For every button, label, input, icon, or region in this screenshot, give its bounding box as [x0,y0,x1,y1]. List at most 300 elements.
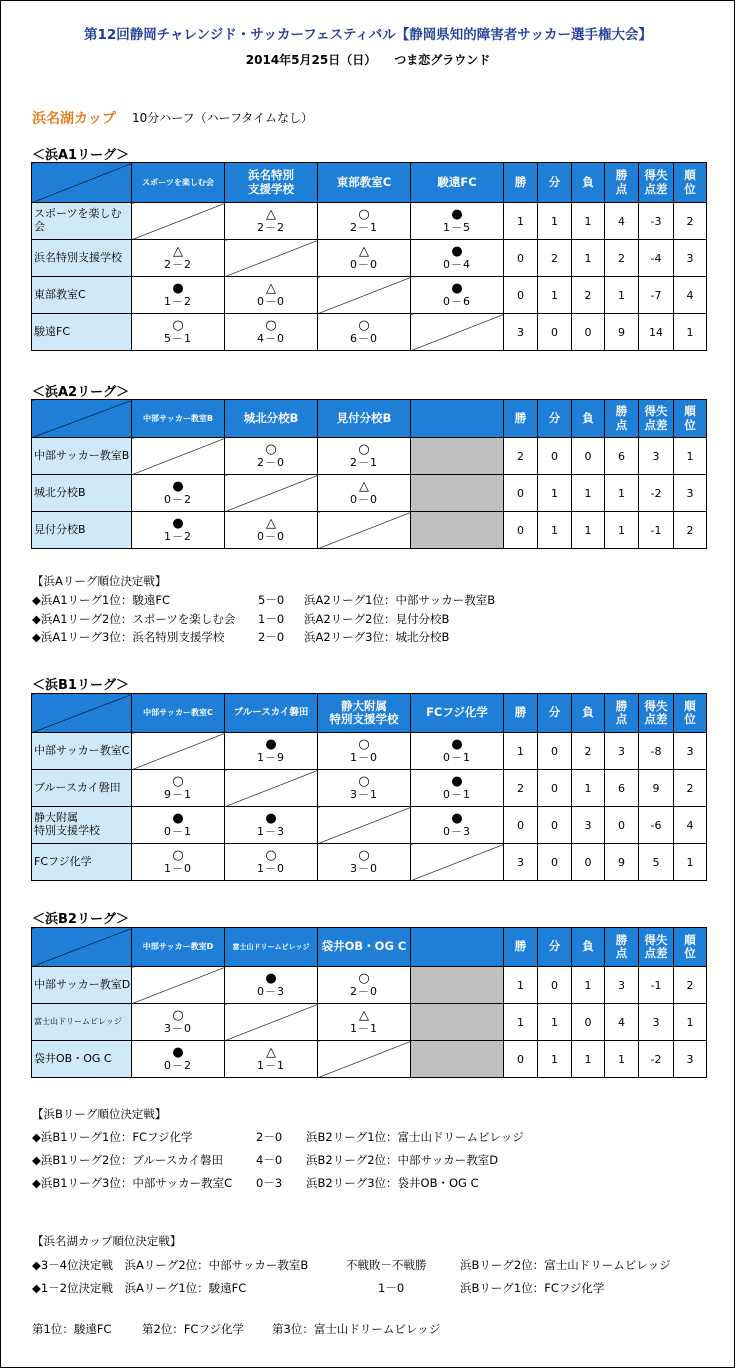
match-result-cell [132,475,225,512]
match-result-cell [132,240,225,277]
header-part: 得失 [644,404,668,419]
match-result-cell [225,314,318,351]
stat-goal-diff: 3 [639,1004,674,1041]
header-char: 点 [615,417,628,432]
result-mark: ● [265,811,277,826]
table-row [32,314,707,351]
header-part: 点差 [644,946,668,960]
match-score: 2－1 [350,221,378,234]
col-rank [674,400,707,438]
match-score: 0－1 [164,825,192,838]
playoff-score: 1－0 [258,612,285,626]
match-result-cell [318,770,411,807]
stat-goal-diff: 9 [639,770,674,807]
header-char: 順 [684,932,696,947]
stat-goal-diff: -2 [639,1041,674,1078]
playoff-left: ◆浜A1リーグ2位：スポーツを楽しむ会 [32,612,236,626]
result-mark: ○ [358,442,370,457]
playoff-left: ◆浜A1リーグ1位：駿遠FC [32,593,170,607]
empty-cell [411,512,504,549]
self-match-cell [318,807,411,844]
stat-points: 1 [605,1041,639,1078]
match-result-cell [225,967,318,1004]
result-mark: ○ [358,971,370,986]
playoff-left: ◆浜B1リーグ3位：中部サッカー教室C [32,1176,233,1190]
stat-draw: 0 [538,314,572,351]
stat-points: 4 [605,1004,639,1041]
match-result-cell [411,203,504,240]
match-score: 0－2 [164,493,192,506]
col-win: 勝 [504,694,538,733]
match-score: 0－2 [164,1059,192,1072]
row-team-name: 見付分校B [32,512,132,549]
self-match-cell [411,314,504,351]
stat-loss: 1 [572,203,605,240]
table-row [32,512,707,549]
header-char: 位 [684,712,696,726]
col-empty [411,928,504,967]
match-score: 0－1 [443,788,471,801]
result-mark: △ [266,207,276,222]
self-match-cell [411,844,504,881]
col-team: ブルースカイ磐田 [225,694,318,733]
match-score: 3－1 [350,788,378,801]
table-row [32,277,707,314]
stat-draw: 1 [538,277,572,314]
match-result-cell [132,1041,225,1078]
match-score: 5－1 [164,332,192,345]
result-mark: ● [451,207,463,222]
final-third: 第3位：富士山ドリームビレッジ [272,1322,441,1336]
league-title: ＜浜A2リーグ＞ [32,385,130,400]
stat-win: 0 [504,240,538,277]
table-row [32,475,707,512]
result-mark: ○ [358,318,370,333]
stat-goal-diff: -7 [639,277,674,314]
stat-points: 2 [605,240,639,277]
match-result-cell [411,277,504,314]
self-match-cell [132,438,225,475]
stat-rank: 3 [674,240,707,277]
empty-cell [411,967,504,1004]
match-result-cell [225,807,318,844]
table-row [32,967,707,1004]
match-result-cell [132,844,225,881]
result-mark: △ [266,516,276,531]
stat-rank: 1 [674,844,707,881]
league-rows [32,438,707,549]
match-score: 2－2 [257,221,285,234]
table-row [32,203,707,240]
league-title: ＜浜A1リーグ＞ [32,148,130,163]
row-team-name: 富士山ドリームビレッジ [32,1004,132,1041]
playoff-left: ◆1－2位決定戦 浜Aリーグ1位：駿遠FC [32,1281,247,1295]
stat-loss: 3 [572,807,605,844]
col-team-line: 支援学校 [248,181,294,196]
col-points [605,400,639,438]
playoff-left: ◆浜B1リーグ2位：ブルースカイ磐田 [32,1153,223,1167]
col-team: 東部教室C [318,163,411,203]
stat-rank: 3 [674,1041,707,1078]
league-rows [32,203,707,351]
header-char: 順 [684,698,696,713]
playoff-score: 1－0 [378,1281,405,1295]
stat-goal-diff: -1 [639,967,674,1004]
col-team: スポーツを楽しむ会 [132,163,225,203]
match-result-cell [225,277,318,314]
match-score: 2－1 [350,456,378,469]
league-title: ＜浜B2リーグ＞ [32,912,129,927]
stat-win: 0 [504,512,538,549]
header-char: 位 [684,181,696,196]
stat-loss: 0 [572,1004,605,1041]
stat-rank: 2 [674,512,707,549]
stat-points: 9 [605,314,639,351]
stat-points: 0 [605,807,639,844]
match-score: 0－0 [257,530,285,543]
corner-cell [32,928,132,967]
stat-loss: 1 [572,240,605,277]
result-mark: ○ [172,848,184,863]
match-result-cell [318,438,411,475]
result-mark: ○ [172,774,184,789]
playoff-score: 2－0 [258,630,285,644]
match-score: 1－2 [164,530,192,543]
final-first: 第1位：駿遠FC [32,1322,112,1336]
result-mark: ○ [265,848,277,863]
league-rows [32,967,707,1078]
league-table-a2 [31,399,707,549]
empty-cell [411,438,504,475]
result-mark: ○ [265,318,277,333]
match-score: 0－4 [443,258,471,271]
self-match-cell [225,475,318,512]
result-mark: ○ [358,774,370,789]
stat-rank: 1 [674,314,707,351]
stat-loss: 0 [572,844,605,881]
stat-draw: 0 [538,844,572,881]
match-result-cell [318,314,411,351]
match-result-cell [411,733,504,770]
row-team-name: 城北分校B [32,475,132,512]
playoff-right: 浜B2リーグ1位：富士山ドリームビレッジ [306,1130,524,1144]
stat-points: 1 [605,475,639,512]
header-part: 得失 [644,698,668,713]
match-score: 4－0 [257,332,285,345]
result-mark: △ [266,281,276,296]
match-result-cell [411,807,504,844]
header-char: 順 [684,168,696,183]
match-result-cell [411,770,504,807]
header-char: 位 [684,417,696,432]
match-score: 1－0 [257,862,285,875]
result-mark: ● [451,281,463,296]
match-score: 2－0 [257,456,285,469]
match-score: 0－3 [443,825,471,838]
event-date-venue: 2014年5月25日（日） つま恋グラウンド [245,53,491,67]
league-table-a1 [31,162,707,351]
self-match-cell [132,733,225,770]
row-team-name: FCフジ化学 [32,844,132,881]
header-char: 点 [615,181,628,196]
result-mark: ○ [265,442,277,457]
stat-win: 3 [504,314,538,351]
stat-goal-diff: -8 [639,733,674,770]
col-team-line: 静大附属 [341,698,387,713]
col-team: 中部サッカー教室C [132,694,225,733]
row-team-name [32,807,132,844]
col-goal-diff [639,928,674,967]
stat-rank: 4 [674,277,707,314]
table-row [32,807,707,844]
league-table-b2 [31,927,707,1078]
col-team: 富士山ドリームビレッジ [225,928,318,967]
match-score: 1－0 [350,751,378,764]
row-team-name: 駿遠FC [32,314,132,351]
playoff-title: 【浜Bリーグ順位決定戦】 [32,1107,167,1121]
col-team: 中部サッカー教室D [132,928,225,967]
row-team-name: 東部教室C [32,277,132,314]
col-draw: 分 [538,163,572,203]
match-result-cell [318,967,411,1004]
col-rank [674,163,707,203]
match-result-cell [411,240,504,277]
playoff-right: 浜Bリーグ1位：FCフジ化学 [460,1281,605,1295]
match-score: 3－0 [164,1022,192,1035]
stat-points: 6 [605,770,639,807]
match-score: 2－2 [164,258,192,271]
stat-win: 1 [504,203,538,240]
header-part: 点差 [644,712,668,726]
col-goal-diff [639,694,674,733]
match-result-cell [132,314,225,351]
playoff-left: ◆浜B1リーグ1位：FCフジ化学 [32,1130,193,1144]
match-score: 0－0 [350,258,378,271]
table-row [32,1004,707,1041]
result-mark: ● [172,811,184,826]
result-mark: ● [451,737,463,752]
playoff-right: 浜B2リーグ2位：中部サッカー教室D [306,1153,499,1167]
league-rows [32,733,707,881]
self-match-cell [132,967,225,1004]
stat-goal-diff: 14 [639,314,674,351]
match-result-cell [225,1041,318,1078]
stat-goal-diff: 5 [639,844,674,881]
result-mark: ● [172,479,184,494]
playoff-score: 0－3 [256,1176,283,1190]
col-loss: 負 [572,400,605,438]
stat-loss: 2 [572,277,605,314]
match-result-cell [132,277,225,314]
col-points [605,694,639,733]
stat-win: 3 [504,844,538,881]
empty-cell [411,1041,504,1078]
result-mark: ● [451,244,463,259]
table-row [32,770,707,807]
stat-win: 1 [504,733,538,770]
col-points [605,163,639,203]
cup-name: 浜名湖カップ [32,111,116,127]
col-loss: 負 [572,928,605,967]
result-mark: ● [265,737,277,752]
result-mark: ● [265,971,277,986]
stat-loss: 0 [572,314,605,351]
row-team-line: 特別支援学校 [34,824,100,837]
tournament-title: 第12回静岡チャレンジド・サッカーフェスティバル【静岡県知的障害者サッカー選手権大会】 [84,27,652,43]
match-score: 2－0 [350,985,378,998]
header-part: 点差 [644,181,668,196]
col-team [225,163,318,203]
table-row [32,1041,707,1078]
col-rank [674,694,707,733]
header-char: 点 [615,946,628,960]
stat-draw: 1 [538,1004,572,1041]
stat-draw: 1 [538,475,572,512]
stat-win: 0 [504,277,538,314]
playoff-score: 不戦敗－不戦勝 [346,1258,427,1272]
col-draw: 分 [538,400,572,438]
stat-draw: 1 [538,1041,572,1078]
playoff-right: 浜Bリーグ2位：富士山ドリームビレッジ [460,1258,671,1272]
col-loss: 負 [572,163,605,203]
result-mark: ○ [358,207,370,222]
row-team-name: ブルースカイ磐田 [32,770,132,807]
col-draw: 分 [538,694,572,733]
header-char: 点 [615,712,628,726]
self-match-cell [225,240,318,277]
match-result-cell [318,475,411,512]
match-result-cell [225,512,318,549]
row-team-name: 浜名特別支援学校 [32,240,132,277]
match-result-cell [225,844,318,881]
match-score: 0－3 [257,985,285,998]
header-char: 勝 [615,168,628,183]
col-win: 勝 [504,400,538,438]
col-team-line: 浜名特別 [248,168,294,183]
cup-format: 10分ハーフ（ハーフタイムなし） [132,111,313,125]
stat-rank: 1 [674,1004,707,1041]
stat-loss: 1 [572,967,605,1004]
stat-goal-diff: -1 [639,512,674,549]
stat-draw: 0 [538,733,572,770]
stat-draw: 1 [538,512,572,549]
result-mark: △ [173,244,183,259]
stat-rank: 3 [674,733,707,770]
match-score: 1－2 [164,295,192,308]
match-score: 0－6 [443,295,471,308]
stat-win: 1 [504,1004,538,1041]
match-result-cell [132,512,225,549]
stat-loss: 1 [572,1041,605,1078]
final-second: 第2位：FCフジ化学 [142,1322,245,1336]
stat-goal-diff: -4 [639,240,674,277]
playoff-score: 4－0 [256,1153,283,1167]
playoff-right: 浜A2リーグ3位：城北分校B [304,630,450,644]
row-team-name: 中部サッカー教室C [32,733,132,770]
table-row [32,733,707,770]
corner-cell [32,694,132,733]
header-part: 得失 [644,168,668,183]
stat-points: 1 [605,512,639,549]
stat-draw: 0 [538,770,572,807]
stat-points: 6 [605,438,639,475]
col-rank [674,928,707,967]
result-mark: ○ [358,848,370,863]
playoff-right: 浜A2リーグ1位：中部サッカー教室B [304,593,496,607]
match-score: 1－5 [443,221,471,234]
league-table-b1 [31,693,707,881]
stat-loss: 1 [572,475,605,512]
match-result-cell [318,844,411,881]
result-mark: ○ [172,318,184,333]
col-win: 勝 [504,928,538,967]
col-team [318,694,411,733]
result-mark: ● [172,516,184,531]
match-result-cell [132,770,225,807]
stat-points: 3 [605,967,639,1004]
result-mark: ● [172,1045,184,1060]
playoff-score: 5－0 [258,593,285,607]
self-match-cell [318,277,411,314]
col-goal-diff [639,163,674,203]
match-score: 6－0 [350,332,378,345]
match-score: 1－0 [164,862,192,875]
stat-rank: 3 [674,475,707,512]
col-team: 中部サッカー教室B [132,400,225,438]
match-result-cell [132,807,225,844]
col-team: 袋井OB・OG C [318,928,411,967]
match-score: 0－1 [443,751,471,764]
col-points [605,928,639,967]
corner-cell [32,400,132,438]
col-team: 駿遠FC [411,163,504,203]
col-team: 見付分校B [318,400,411,438]
col-team: FCフジ化学 [411,694,504,733]
stat-loss: 1 [572,770,605,807]
col-loss: 負 [572,694,605,733]
header-char: 勝 [615,404,628,419]
playoff-score: 2－0 [256,1130,283,1144]
header-part: 得失 [644,932,668,947]
stat-goal-diff: -3 [639,203,674,240]
table-row [32,240,707,277]
stat-rank: 1 [674,438,707,475]
self-match-cell [225,770,318,807]
self-match-cell [225,1004,318,1041]
match-result-cell [318,1004,411,1041]
playoff-title: 【浜Aリーグ順位決定戦】 [32,574,167,588]
stat-draw: 1 [538,203,572,240]
self-match-cell [318,1041,411,1078]
row-team-name: 中部サッカー教室D [32,967,132,1004]
stat-loss: 2 [572,733,605,770]
empty-cell [411,1004,504,1041]
stat-win: 0 [504,475,538,512]
header-char: 勝 [615,698,628,713]
table-row [32,844,707,881]
result-mark: △ [359,244,369,259]
result-mark: ● [451,811,463,826]
stat-draw: 0 [538,438,572,475]
self-match-cell [132,203,225,240]
stat-points: 4 [605,203,639,240]
match-result-cell [318,203,411,240]
stat-rank: 2 [674,967,707,1004]
result-mark: △ [359,479,369,494]
stat-goal-diff: -6 [639,807,674,844]
col-empty [411,400,504,438]
stat-points: 3 [605,733,639,770]
